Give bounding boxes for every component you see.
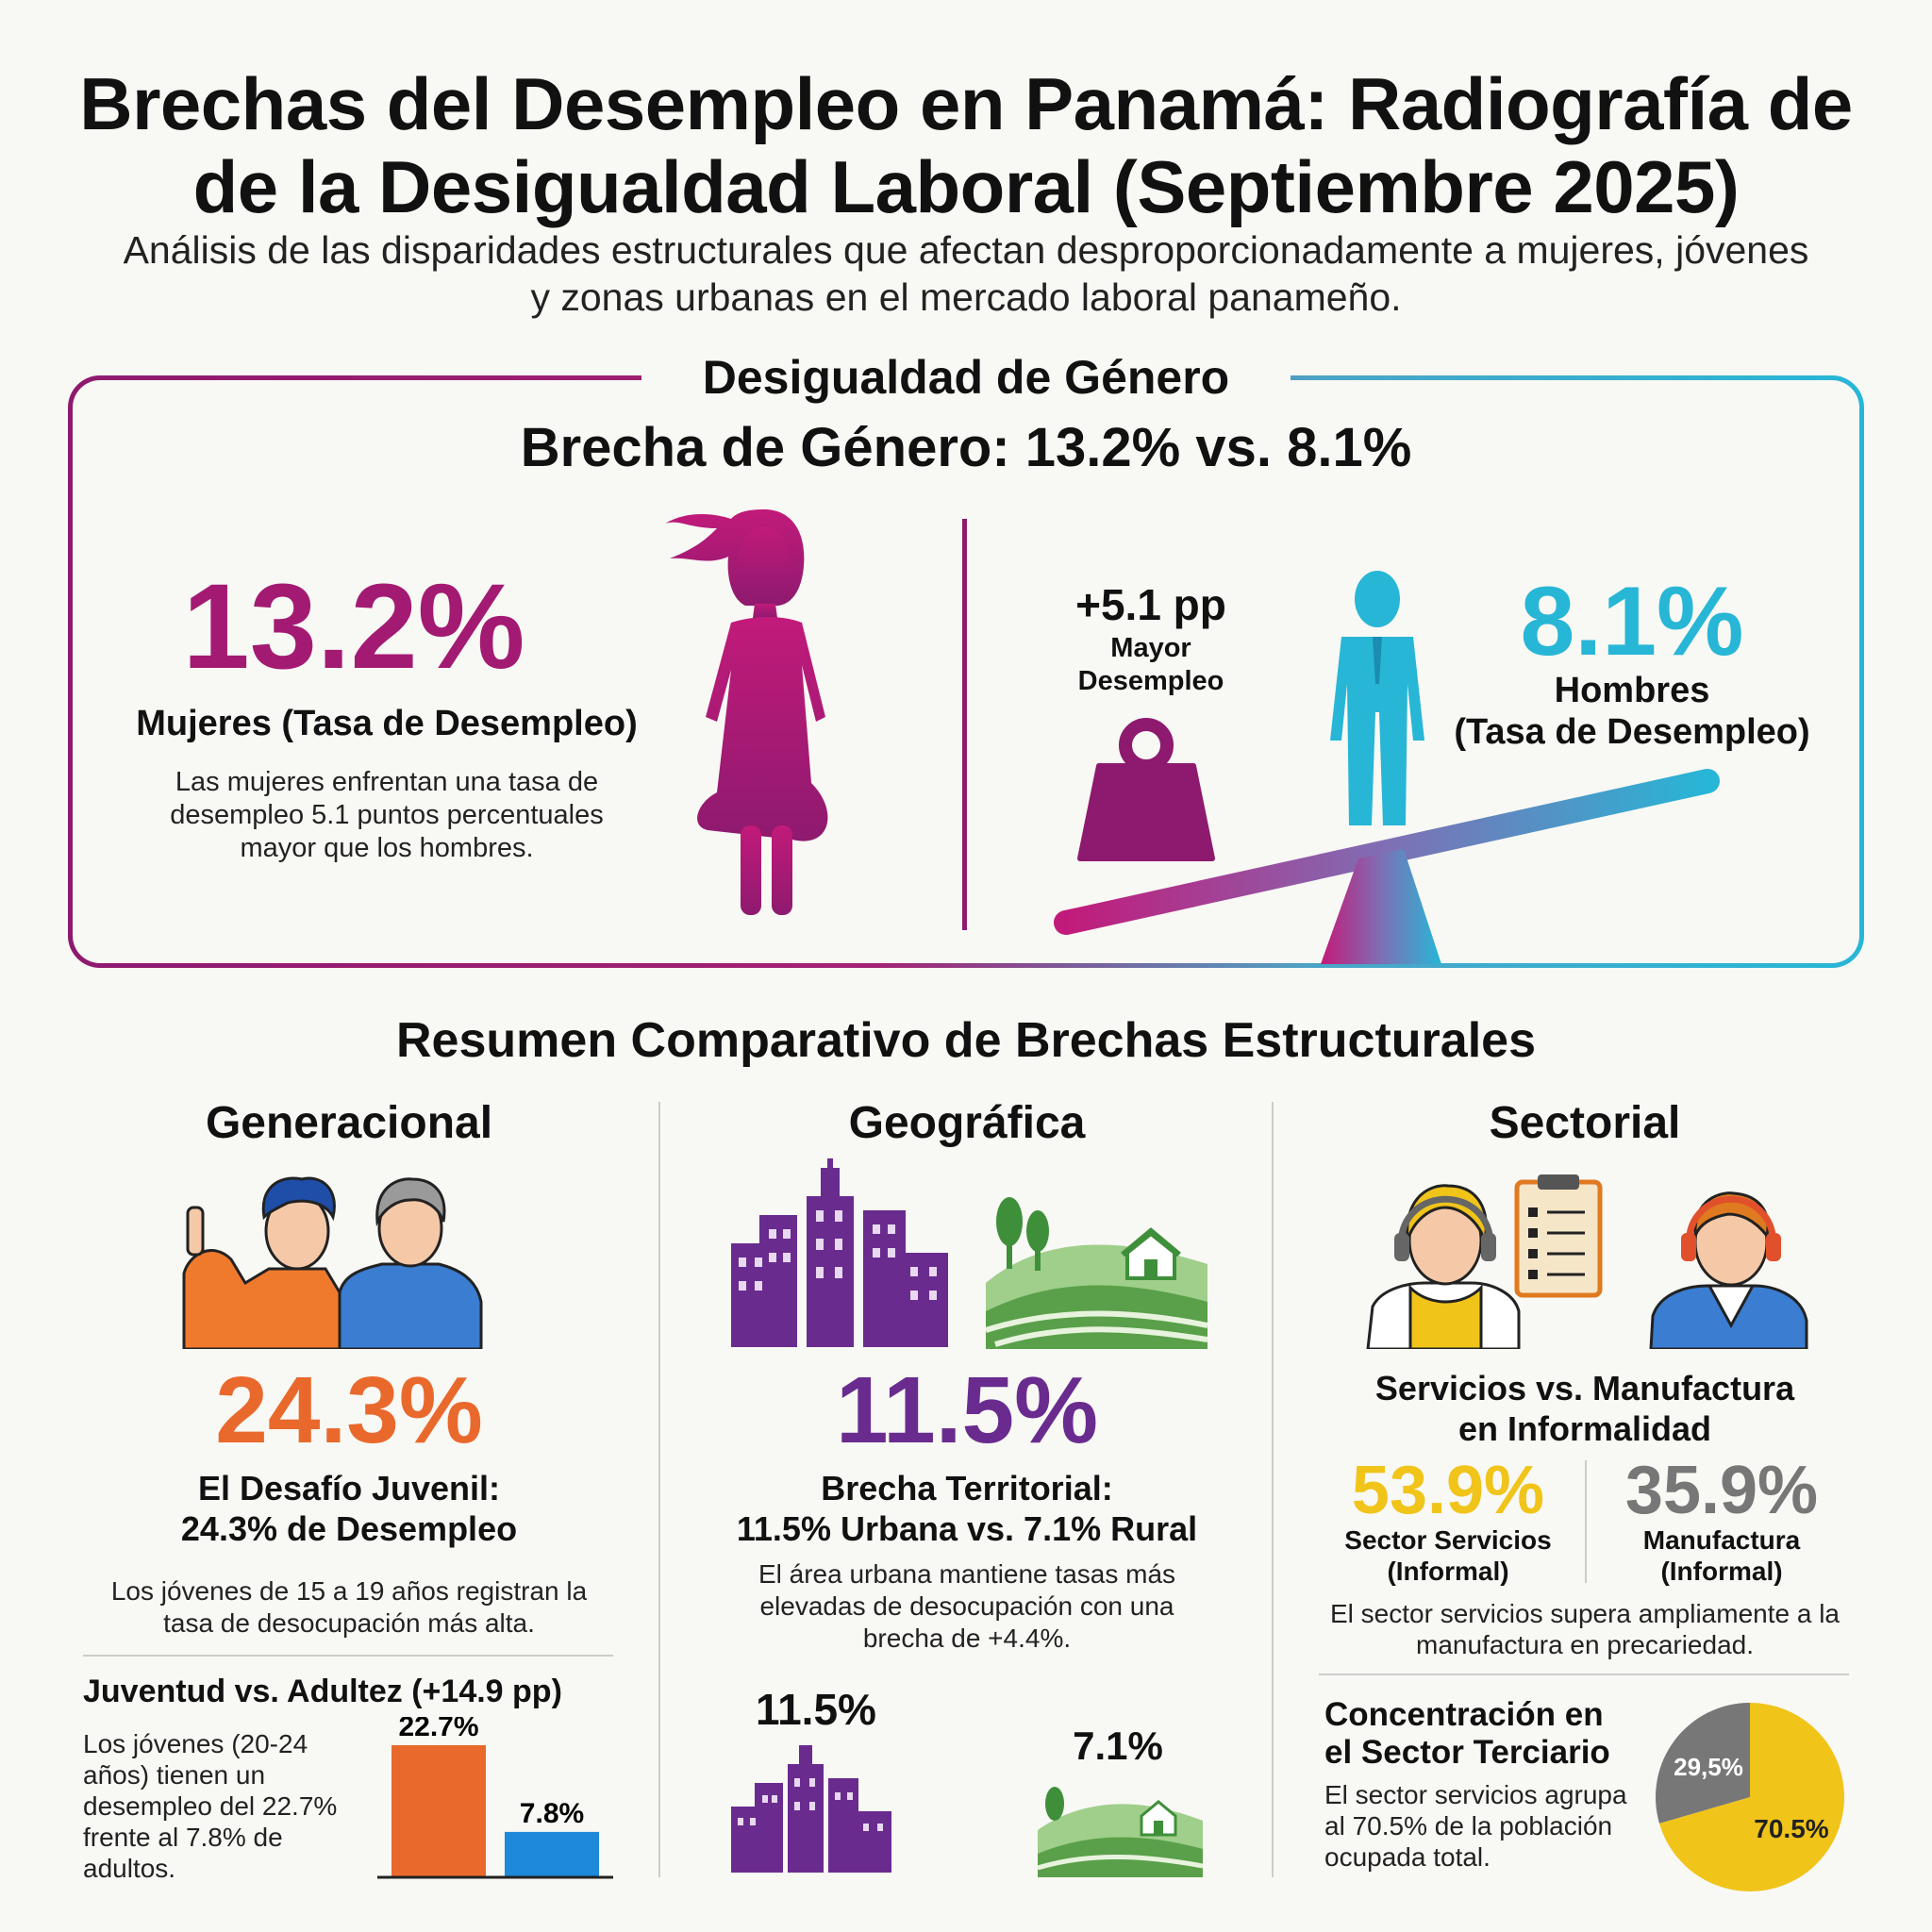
summary-title: Resumen Comparativo de Brechas Estructurales [396,1013,1536,1068]
bar-adult [505,1832,599,1877]
services-label-line-1: Sector Servicios [1344,1525,1552,1555]
sectoral-description: El sector servicios supera ampliamente a la manufactura en precariedad. [1329,1599,1840,1659]
city-small-icon [726,1740,896,1873]
city-icon [722,1158,958,1347]
tertiary-description: El sector servicios agrupa al 70.5% de la población ocupada total. [1324,1780,1627,1872]
sectoral-headline-line-1: Servicios vs. Manufactura [1374,1369,1795,1407]
territorial-description: El área urbana mantiene tasas más elevadas de desocupación con una brecha de +4.4%. [758,1559,1176,1653]
youth-rate: 24.3% [215,1357,483,1463]
urban-rate: 11.5% [835,1357,1099,1463]
youth-headline-line-1: El Desafío Juvenil: [197,1469,501,1507]
youth-adult-icon [175,1170,486,1349]
pie-label-services: 70.5% [1754,1814,1829,1844]
service-workers-icon [1358,1165,1811,1349]
urban-label: 11.5% [756,1685,876,1734]
women-rate: 13.2% [182,559,525,694]
tertiary-title [1324,1696,1645,1772]
youth-headline-line-2: 24.3% de Desempleo [180,1509,518,1548]
tertiary-title-line-2: el Sector Terciario [1324,1734,1610,1771]
territorial-headline-line-1: Brecha Territorial: [821,1469,1113,1507]
women-description: Las mujeres enfrentan una tasa de desempleo 5.1 puntos percentuales mayor que los hombres. [170,767,604,863]
sectoral-headline [1292,1368,1877,1449]
countryside-small-icon [1038,1774,1203,1877]
tertiary-title-line-1: Concentración en [1324,1696,1604,1733]
gender-divider [962,519,967,930]
youth-adult-bar-chart [373,1717,627,1887]
services-label-line-2: (Informal) [1387,1557,1509,1586]
territorial-headline-line-2: 11.5% Urbana vs. 7.1% Rural [736,1509,1198,1548]
column-divider-2 [1272,1102,1274,1877]
manufacturing-informal-label [1594,1524,1849,1587]
services-informal-rate: 53.9% [1351,1453,1545,1528]
manufacturing-informal-rate: 35.9% [1624,1453,1819,1528]
bar-adult-label: 7.8% [519,1797,585,1829]
sectoral-title: Sectorial [1489,1098,1681,1148]
territorial-headline [679,1468,1255,1549]
rural-label: 7.1% [1073,1724,1163,1768]
gap-pp: +5.1 pp [1075,580,1226,629]
gender-heading: Desigualdad de Género [641,349,1291,406]
manufacturing-label-line-1: Manufactura [1642,1525,1801,1555]
youth-description: Los jóvenes de 15 a 19 años registran la tasa de desocupación más alta. [110,1576,588,1638]
youth-adult-title: Juventud vs. Adultez (+14.9 pp) [83,1674,562,1709]
men-label-line-1: Hombres [1554,671,1710,710]
gender-gap-title: Brecha de Género: 13.2% vs. 8.1% [520,417,1412,478]
youth-headline [66,1468,632,1549]
gap-description: Mayor Desempleo [1077,633,1224,696]
services-informal-label [1321,1524,1575,1587]
men-label [1434,670,1830,753]
generational-title: Generacional [205,1098,493,1148]
tertiary-pie-chart [1651,1698,1849,1896]
women-label: Mujeres (Tasa de Desempleo) [136,704,638,743]
countryside-icon [986,1179,1208,1349]
generational-separator [83,1655,613,1657]
sectoral-headline-line-2: en Informalidad [1457,1409,1712,1448]
pie-label-other: 29,5% [1674,1752,1743,1781]
woman-icon [651,500,868,924]
geographic-title: Geográfica [848,1098,1086,1148]
youth-adult-description: Los jóvenes (20-24 años) tienen un desempleo del 22.7% frente al 7.8% de adultos. [83,1729,338,1883]
manufacturing-label-line-2: (Informal) [1660,1557,1783,1586]
column-divider-1 [658,1102,660,1877]
sector-divider [1585,1460,1587,1583]
men-rate: 8.1% [1520,567,1744,676]
page-title: Brechas del Desempleo en Panamá: Radiografía de de la Desigualdad Laboral (Septiembre 2025) [79,62,1853,228]
page-subtitle: Análisis de las disparidades estructurales que afectan desproporcionadamente a mujeres, jóvenes y zonas urbanas en el mercado laboral panameño. [123,228,1809,319]
bar-youth [391,1745,486,1877]
seesaw-icon [1047,755,1726,972]
bar-youth-label: 22.7% [398,1717,479,1742]
men-label-line-2: (Tasa de Desempleo) [1454,712,1810,752]
sectoral-separator [1319,1674,1849,1675]
